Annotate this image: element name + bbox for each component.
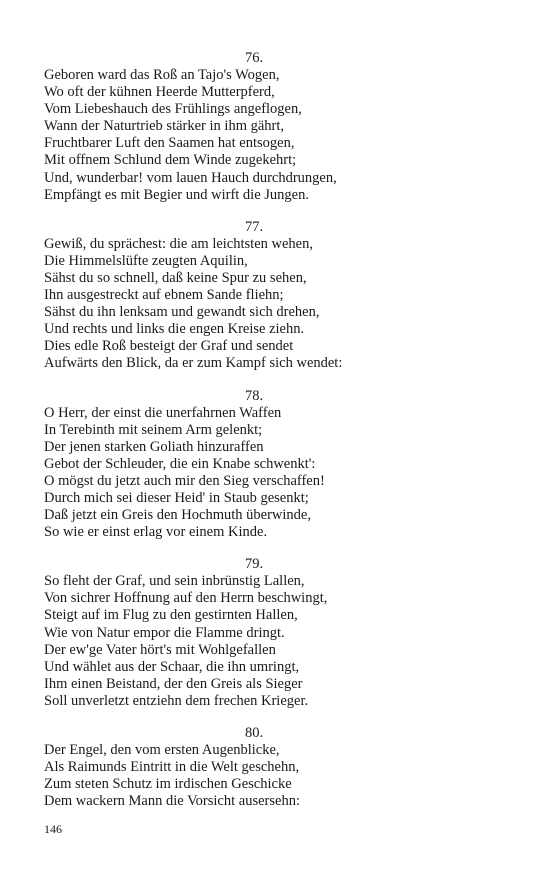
stanza-number: 80. [244, 725, 264, 741]
verse-line: Dies edle Roß besteigt der Graf und sendet [44, 338, 294, 355]
stanza-79 [44, 556, 464, 710]
verse-line: Steigt auf im Flug zu den gestirnten Hallen, [44, 607, 298, 624]
verse-line: Und wählet aus der Schaar, die ihn umringt, [44, 658, 300, 675]
verse-line: Und rechts und links die engen Kreise ziehn. [44, 321, 305, 338]
verse-line: O mögst du jetzt auch mir den Sieg verschaffen! [44, 472, 325, 489]
stanza-80 [44, 725, 464, 810]
page-number: 146 [44, 822, 62, 836]
stanza-76 [44, 50, 464, 204]
verse-line: In Terebinth mit seinem Arm gelenkt; [44, 421, 263, 438]
verse-line: Der Engel, den vom ersten Augenblicke, [44, 742, 280, 758]
verse-line: Die Himmelslüfte zeugten Aquilin, [44, 252, 248, 269]
verse-line: Empfängt es mit Begier und wirft die Jungen. [44, 186, 309, 203]
stanza-number: 78. [244, 387, 264, 404]
verse-line: Gebot der Schleuder, die ein Knabe schwenkt': [44, 455, 316, 472]
stanza-number: 77. [244, 218, 264, 235]
verse-line: Der jenen starken Goliath hinzuraffen [44, 438, 264, 455]
verse-line: Wie von Natur empor die Flamme dringt. [44, 624, 285, 641]
verse-line: Aufwärts den Blick, da er zum Kampf sich wendet: [44, 355, 343, 372]
verse-line: Als Raimunds Eintritt in die Welt geschehn, [44, 759, 300, 776]
stanza-number: 79. [244, 556, 264, 573]
verse-line: Mit offnem Schlund dem Winde zugekehrt; [44, 152, 297, 169]
verse-line: So wie er einst erlag vor einem Kinde. [44, 524, 268, 541]
verse-line: O Herr, der einst die unerfahrnen Waffen [44, 404, 282, 421]
verse-line: Gewiß, du sprächest: die am leichtsten wehen, [44, 235, 313, 252]
verse-line: Der ew'ge Vater hört's mit Wohlgefallen [44, 641, 276, 658]
verse-line: Geboren ward das Roß an Tajo's Wogen, [44, 67, 280, 83]
verse-line: Zum steten Schutz im irdischen Geschicke [44, 776, 292, 793]
verse-line: Daß jetzt ein Greis den Hochmuth überwinde, [44, 507, 311, 524]
verse-line: Von sichrer Hoffnung auf den Herrn beschwingt, [44, 590, 328, 607]
verse-line: Dem wackern Mann die Vorsicht ausersehn: [44, 793, 300, 810]
verse-line: Wo oft der kühnen Heerde Mutterpferd, [44, 84, 275, 101]
verse-line: Ihn ausgestreckt auf ebnem Sande fliehn; [44, 287, 284, 304]
poem-text [44, 50, 464, 825]
verse-line: Sähst du ihn lenksam und gewandt sich drehen, [44, 304, 320, 321]
verse-line: Vom Liebeshauch des Frühlings angeflogen, [44, 101, 302, 118]
verse-line: Soll unverletzt entziehn dem frechen Krieger. [44, 692, 309, 709]
stanza-77 [44, 219, 464, 373]
verse-line: Fruchtbarer Luft den Saamen hat entsogen, [44, 135, 295, 152]
verse-line: Ihm einen Beistand, der den Greis als Sieger [44, 675, 303, 692]
verse-line: Sähst du so schnell, daß keine Spur zu sehen, [44, 269, 307, 286]
stanza-78 [44, 388, 464, 542]
verse-line: Durch mich sei dieser Heid' in Staub gesenkt; [44, 489, 309, 506]
verse-line: Und, wunderbar! vom lauen Hauch durchdrungen, [44, 169, 337, 186]
stanza-number: 76. [244, 50, 264, 66]
verse-line: So fleht der Graf, und sein inbrünstig Lallen, [44, 573, 305, 590]
verse-line: Wann der Naturtrieb stärker in ihm gährt, [44, 118, 285, 135]
